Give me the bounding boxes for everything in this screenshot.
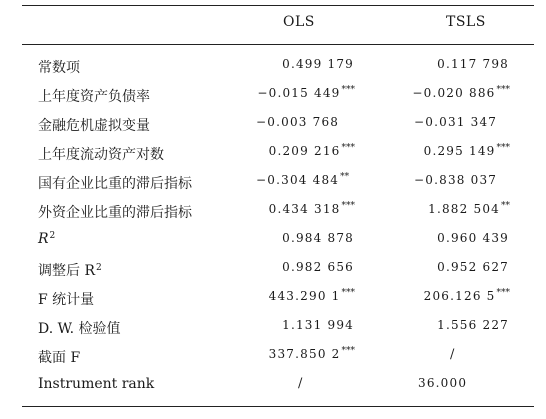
table-row [0,372,546,401]
tsls-value: 0.960 439 [437,231,509,245]
row-label: 调整后 $R^2$ [38,263,102,279]
table-bottom-rule [22,406,534,407]
ols-value: 1.131 994 [282,318,354,332]
tsls-value: 36.000 [418,376,468,390]
table-row [0,82,546,111]
tsls-value: −0.838 037 [414,173,498,187]
ols-value: / [298,376,304,391]
tsls-value: 0.952 627 [437,260,509,274]
table-row [0,198,546,227]
ols-value: 0.984 878 [282,231,354,245]
ols-value: 337.850 2*** [268,346,355,361]
table-row [0,140,546,169]
table-row [0,53,546,82]
row-label: Instrument rank [38,376,155,392]
row-label: 金融危机虚拟变量 [38,118,150,134]
header-tsls: TSLS [446,14,486,30]
table-row [0,169,546,198]
table-top-rule [22,5,534,6]
row-label: 上年度资产负债率 [38,89,150,105]
ols-value: 0.499 179 [282,57,354,71]
ols-value: −0.304 484** [256,172,350,187]
tsls-value: 1.882 504** [428,201,510,216]
table-row [0,285,546,314]
row-label: 国有企业比重的滞后指标 [38,176,192,192]
ols-value: −0.003 768 [256,115,340,129]
tsls-value: 1.556 227 [437,318,509,332]
table-row [0,343,546,372]
row-label: $R^2$ [38,231,56,247]
tsls-value: / [450,347,456,362]
row-label: 外资企业比重的滞后指标 [38,205,192,221]
header-ols: OLS [283,14,315,30]
tsls-value: 206.126 5*** [423,288,510,303]
row-label: 上年度流动资产对数 [38,147,164,163]
header-rule [22,44,534,45]
row-label: 常数项 [38,60,80,76]
ols-value: 0.434 318*** [268,201,355,216]
tsls-value: 0.117 798 [437,57,509,71]
tsls-value: 0.295 149*** [423,143,510,158]
ols-value: −0.015 449*** [257,85,355,100]
ols-value: 0.982 656 [282,260,354,274]
tsls-value: −0.020 886*** [412,85,510,100]
row-label: D. W. 检验值 [38,321,121,337]
ols-value: 443.290 1*** [268,288,355,303]
table-row [0,227,546,256]
table-row [0,111,546,140]
table-row [0,256,546,285]
ols-value: 0.209 216*** [268,143,355,158]
table-row [0,314,546,343]
row-label: 截面 F [38,350,81,366]
row-label: F 统计量 [38,292,95,308]
tsls-value: −0.031 347 [414,115,498,129]
